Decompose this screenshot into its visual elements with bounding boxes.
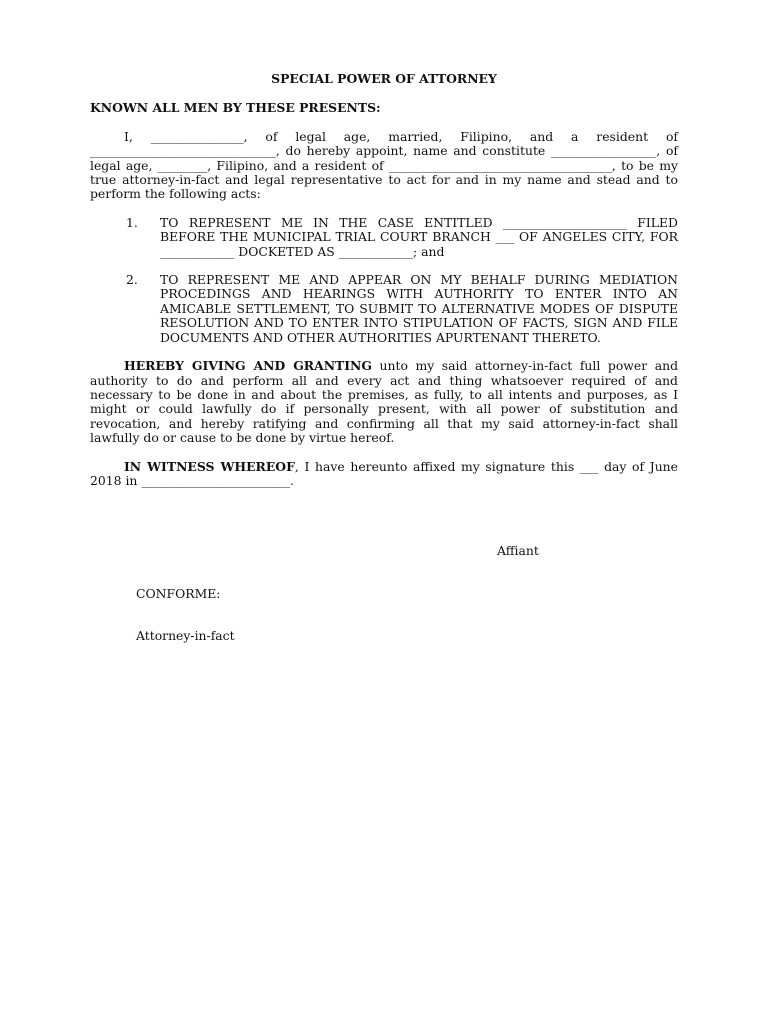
attorney-in-fact-label: Attorney-in-fact [136,628,235,644]
list-item-text: TO REPRESENT ME IN THE CASE ENTITLED ____________________ FILED BEFORE THE MUNICIPAL TRIAL COURT BRANCH ___ OF ANGELES CITY, FOR ____________ DOCKETED AS ____________; and [160,214,678,259]
list-item [90,216,678,259]
conforme-label: CONFORME: [136,585,221,601]
granting-text: unto my said attorney-in-fact full power and authority to do and perform all and every act and thing whatsoever required of and necessary to be done in and about the premises, as fully, to all intents and purposes, as I might or could lawfully do if personally present, with all power of substitution and revocation, and hereby ratifying and confirming all that my said attorney-in-fact shall lawfully do or cause to be done by virtue hereof. [90,358,679,446]
document-title: SPECIAL POWER OF ATTORNEY [271,71,497,86]
list-item [90,273,678,345]
granting-lead: HEREBY GIVING AND GRANTING [124,358,372,374]
witness-text: , I have hereunto affixed my signature this ___ day of June 2018 in ________________________. [90,458,678,488]
acts-list [90,216,678,345]
list-item-number: 2. [126,272,138,288]
intro-paragraph: I, _______________, of legal age, married, Filipino, and a resident of ______________________________, do hereby appoint, name and constitute _________________, of legal age, ________, Filipino, and a resident of ____________________________________, to be my true attorney-in-fact and legal representative to act for and in my name and stead and to perform the following acts: [90,128,678,202]
salutation: KNOWN ALL MEN BY THESE PRESENTS: [90,100,381,116]
witness-paragraph [90,460,678,489]
affiant-label: Affiant [497,543,539,559]
list-item-text: TO REPRESENT ME AND APPEAR ON MY BEHALF DURING MEDIATION PROCEDINGS AND HEARINGS WITH AUTHORITY TO ENTER INTO AN AMICABLE SETTLEMENT, TO SUBMIT TO ALTERNATIVE MODES OF DISPUTE RESOLUTION AND TO ENTER INTO STIPULATION OF FACTS, SIGN AND FILE DOCUMENTS AND OTHER AUTHORITIES APURTENANT THERETO. [160,272,678,345]
granting-paragraph [90,359,678,445]
list-item-number: 1. [126,214,138,230]
witness-lead: IN WITNESS WHEREOF [124,458,295,474]
